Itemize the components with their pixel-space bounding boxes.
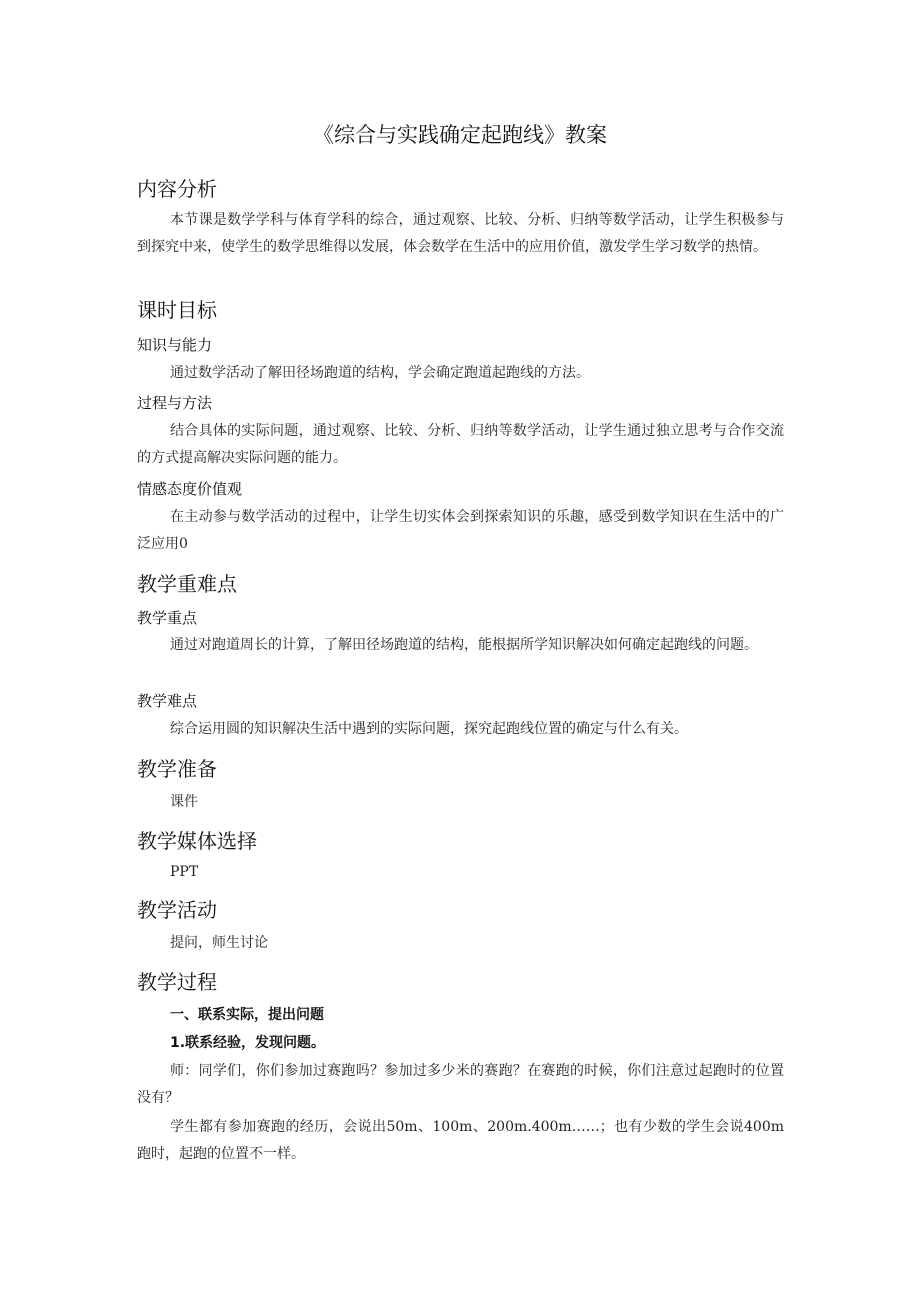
text-media: PPT	[170, 864, 199, 880]
process-step-one: 1.联系经验，发现问题。	[170, 1035, 326, 1051]
paragraph-process-method: 结合具体的实际问题，通过观察、比较、分析、归纳等数学活动，让学生通过独立思考与合作交流的方式提高解决实际问题的能力。	[137, 423, 784, 466]
text-preparation: 课件	[170, 794, 198, 810]
heading-key-points: 教学重难点	[137, 572, 237, 596]
subheading-focus: 教学重点	[137, 609, 198, 627]
paragraph-teacher-question: 师：同学们，你们参加过赛跑吗？参加过多少米的赛跑？在赛跑的时候，你们注意过起跑时的位置没有？	[137, 1063, 784, 1106]
subheading-difficulty: 教学难点	[137, 692, 198, 710]
subheading-attitude: 情感态度价值观	[137, 480, 243, 498]
heading-process: 教学过程	[137, 970, 217, 994]
text-activities: 提问，师生讨论	[170, 935, 268, 951]
paragraph-attitude: 在主动参与数学活动的过程中，让学生切实体会到探索知识的乐趣，感受到数学知识在生活中的广泛应用0	[137, 509, 784, 552]
heading-activities: 教学活动	[137, 898, 217, 922]
heading-objectives: 课时目标	[137, 298, 217, 322]
subheading-knowledge: 知识与能力	[137, 336, 213, 354]
paragraph-difficulty: 综合运用圆的知识解决生活中遇到的实际问题，探究起跑线位置的确定与什么有关。	[170, 721, 688, 737]
paragraph-content-analysis: 本节课是数学学科与体育学科的综合，通过观察、比较、分析、归纳等数学活动，让学生积极参与到探究中来，使学生的数学思维得以发展，体会数学在生活中的应用价值，激发学生学习数学的热情。	[137, 212, 784, 255]
heading-preparation: 教学准备	[137, 757, 217, 781]
paragraph-student-answer: 学生都有参加赛跑的经历，会说出50m、100m、200m.400m……；也有少数的学生会说400m跑时，起跑的位置不一样。	[137, 1119, 784, 1162]
paragraph-focus: 通过对跑道周长的计算，了解田径场跑道的结构，能根据所学知识解决如何确定起跑线的问题。	[170, 637, 758, 653]
document-title: 《综合与实践确定起跑线》教案	[313, 123, 607, 147]
subheading-process-method: 过程与方法	[137, 394, 213, 412]
heading-content-analysis: 内容分析	[137, 177, 217, 201]
paragraph-knowledge: 通过数学活动了解田径场跑道的结构，学会确定跑道起跑线的方法。	[170, 365, 590, 381]
heading-media: 教学媒体选择	[137, 829, 257, 853]
process-part-one: 一、联系实际，提出问题	[170, 1007, 324, 1023]
